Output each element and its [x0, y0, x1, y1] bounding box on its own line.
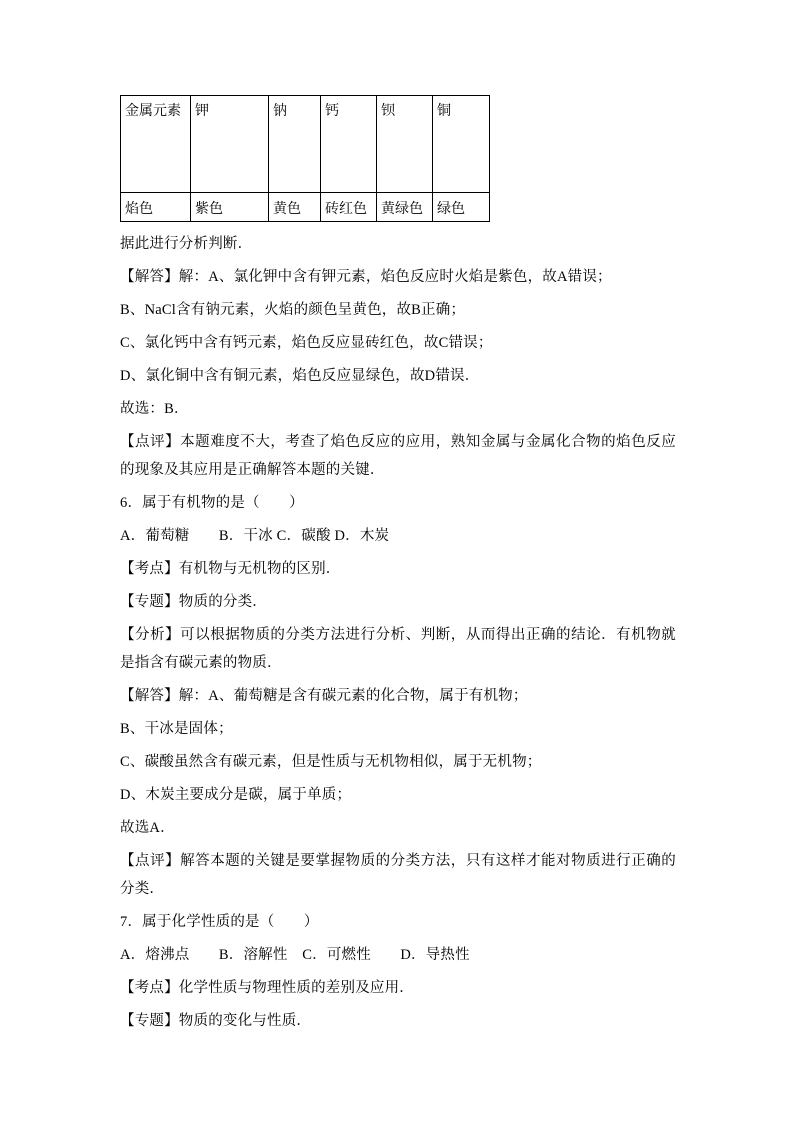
q7-question: 7．属于化学性质的是（ ）: [120, 914, 319, 930]
q5-answer-line-d: D、氯化铜中含有铜元素，焰色反应显绿色，故D错误．: [120, 368, 480, 384]
q6-conclusion: 故选A．: [120, 820, 175, 836]
q6-answer-line-c: C、碳酸虽然含有碳元素，但是性质与无机物相似，属于无机物；: [120, 754, 542, 770]
table-cell-green: 绿色: [433, 193, 490, 222]
q7-topic: 【专题】物质的变化与性质．: [120, 1013, 312, 1029]
q6-question: 6．属于有机物的是（ ）: [120, 495, 304, 511]
q5-analysis-note: 据此进行分析判断．: [120, 236, 253, 252]
q7-exam-point: 【考点】化学性质与物理性质的差别及应用．: [120, 980, 414, 996]
table-cell-purple: 紫色: [191, 193, 269, 222]
q6-topic: 【专题】物质的分类．: [120, 594, 267, 610]
table-cell-metal-element-header: 金属元素: [121, 96, 191, 193]
q5-answer-line-c: C、氯化钙中含有钙元素，焰色反应显砖红色，故C错误；: [120, 335, 493, 351]
document-body: [120, 230, 676, 1035]
table-cell-calcium: 钙: [321, 96, 377, 193]
table-row: [121, 193, 490, 222]
q6-answer-line-d: D、木炭主要成分是碳，属于单质；: [120, 787, 352, 803]
q7-options: A．熔沸点 B．溶解性 C．可燃性 D．导热性: [120, 947, 470, 963]
q5-comment: 【点评】本题难度不大，考查了焰色反应的应用，熟知金属与金属化合物的焰色反应的现象及其应用是正确解答本题的关键．: [120, 434, 676, 478]
table-cell-barium: 钡: [377, 96, 433, 193]
q5-conclusion: 故选：B．: [120, 401, 189, 417]
q5-answer-line-b: B、NaCl含有钠元素，火焰的颜色呈黄色，故B正确；: [120, 302, 466, 318]
q6-answer-line-a: 【解答】解：A、葡萄糖是含有碳元素的化合物，属于有机物；: [120, 688, 528, 704]
q6-options: A．葡萄糖 B．干冰 C．碳酸 D．木炭: [120, 528, 390, 544]
q6-analysis: 【分析】可以根据物质的分类方法进行分析、判断，从而得出正确的结论．有机物就是指含有碳元素的物质．: [120, 627, 676, 671]
q6-answer-line-b: B、干冰是固体；: [120, 721, 233, 737]
table-cell-sodium: 钠: [269, 96, 321, 193]
table-row: [121, 96, 490, 193]
q6-exam-point: 【考点】有机物与无机物的区别．: [120, 561, 341, 577]
table-cell-yellow: 黄色: [269, 193, 321, 222]
q5-answer-line-a: 【解答】解：A、氯化钾中含有钾元素，焰色反应时火焰是紫色，故A错误；: [120, 269, 612, 285]
table-cell-copper: 铜: [433, 96, 490, 193]
table-cell-potassium: 钾: [191, 96, 269, 193]
q6-comment: 【点评】解答本题的关键是要掌握物质的分类方法，只有这样才能对物质进行正确的分类．: [120, 853, 676, 897]
table-cell-yellow-green: 黄绿色: [377, 193, 433, 222]
table-cell-brick-red: 砖红色: [321, 193, 377, 222]
flame-color-table: [120, 95, 490, 222]
table-cell-flame-color-header: 焰色: [121, 193, 191, 222]
